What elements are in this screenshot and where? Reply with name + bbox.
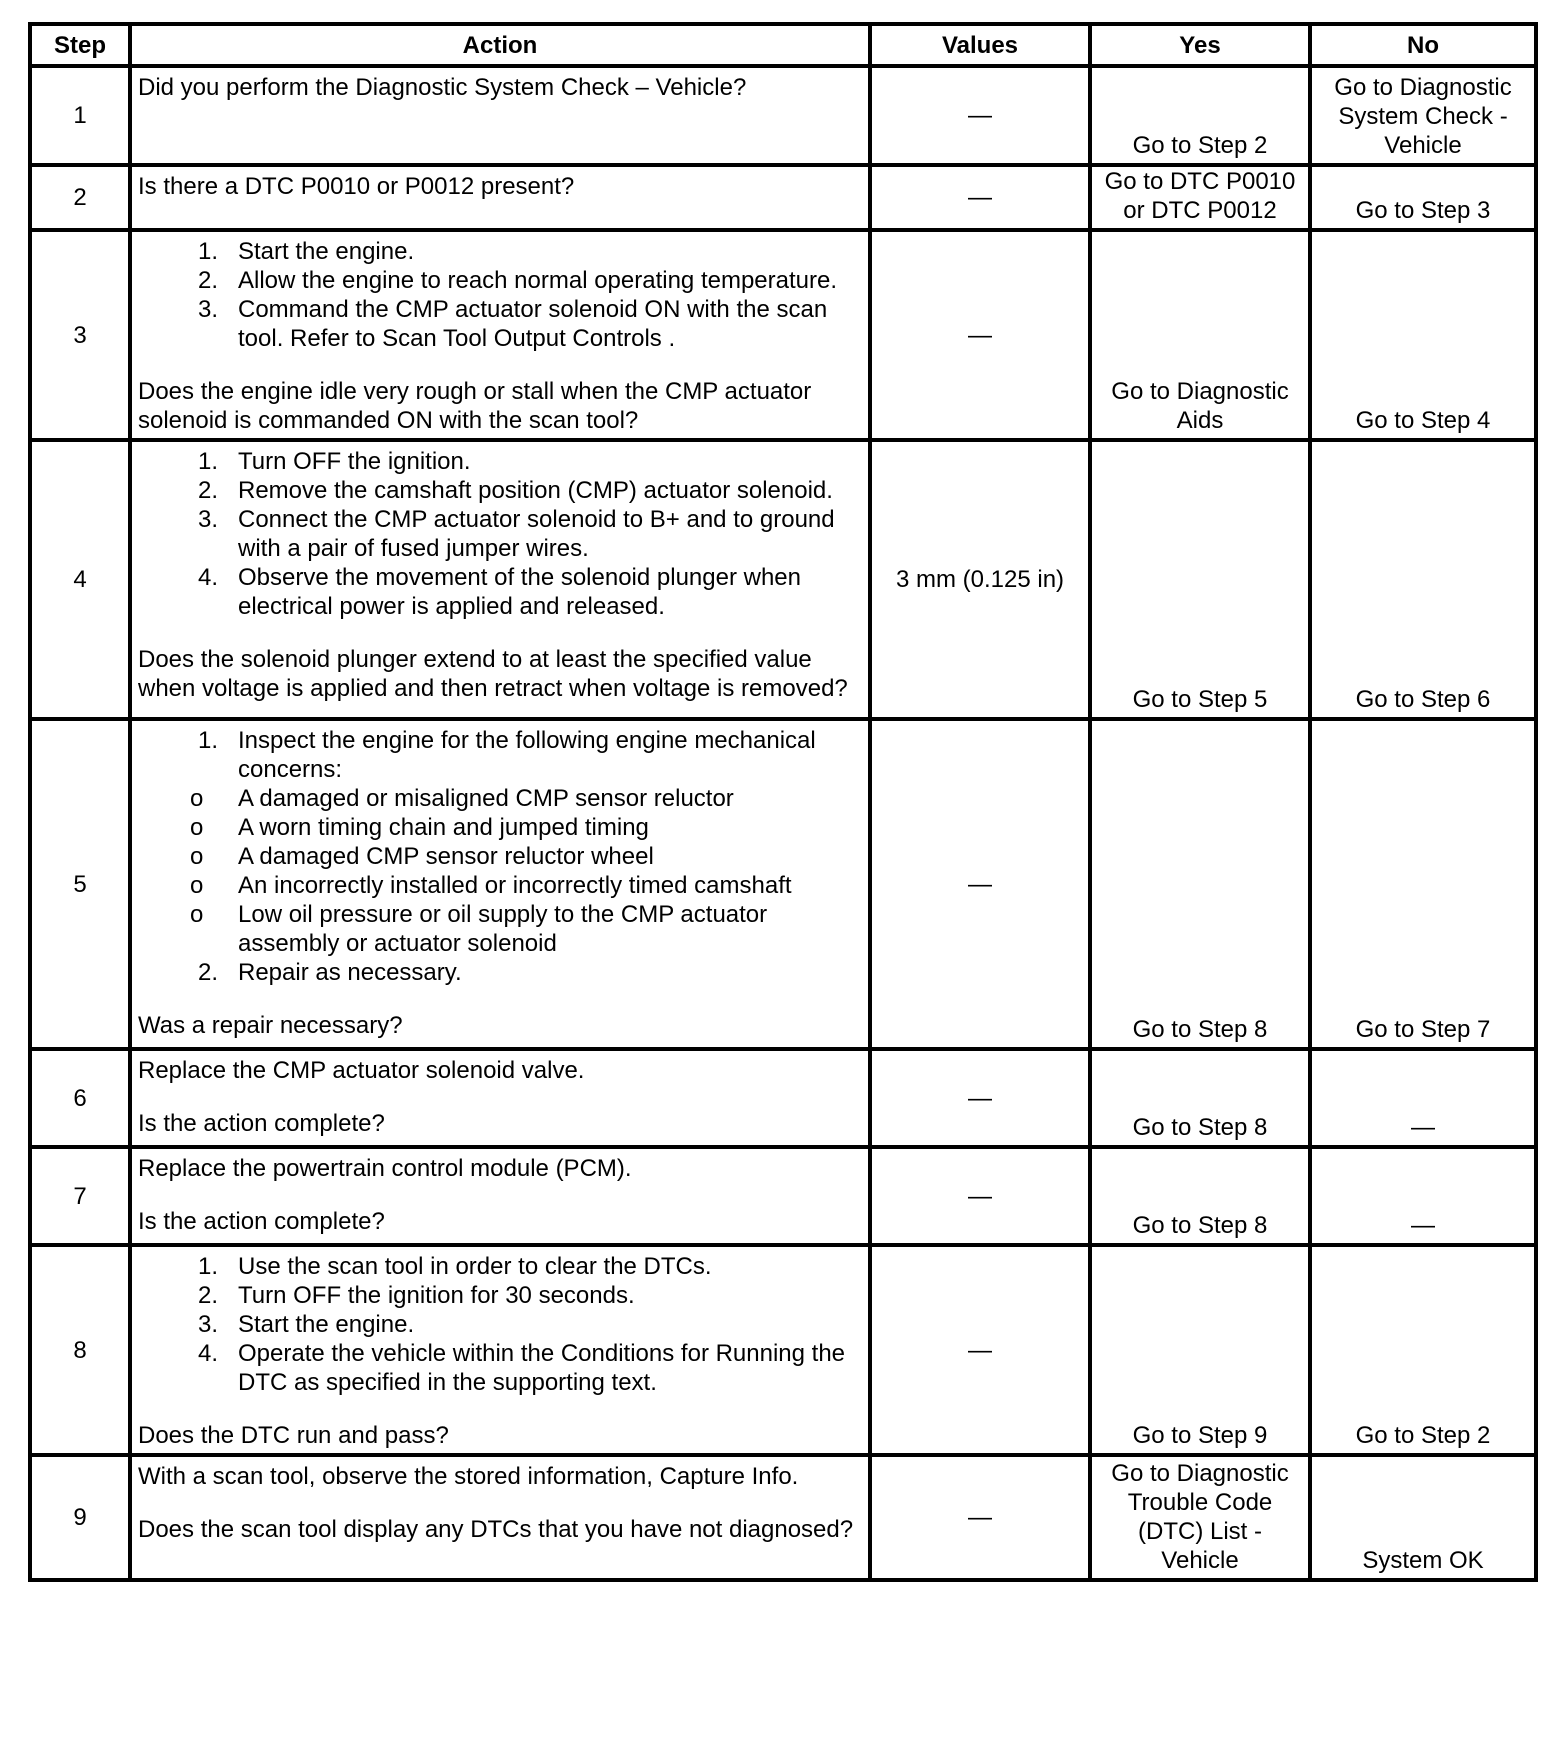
- list-item: 3. Command the CMP actuator solenoid ON with the scan tool. Refer to Scan Tool Output Controls .: [197, 296, 828, 352]
- value-cell: —: [870, 1049, 1090, 1147]
- table-row-step-4: [30, 440, 1536, 719]
- sub-list: [138, 784, 862, 958]
- numbered-list: [138, 237, 862, 353]
- no-link[interactable]: Go to Step 3: [1310, 165, 1536, 230]
- value-cell: —: [870, 66, 1090, 165]
- table-row-step-3: [30, 230, 1536, 440]
- step-number: 9: [30, 1455, 130, 1580]
- value-cell: 3 mm (0.125 in): [870, 440, 1090, 719]
- no-link[interactable]: Go to Step 4: [1310, 230, 1536, 440]
- list-item: 2. Remove the camshaft position (CMP) actuator solenoid.: [197, 477, 833, 504]
- value-cell: —: [870, 1147, 1090, 1245]
- sub-list-item: o Low oil pressure or oil supply to the CMP actuator assembly or actuator solenoid: [190, 901, 768, 957]
- action-text: Is there a DTC P0010 or P0012 present?: [138, 173, 575, 200]
- action-cell: [130, 719, 870, 1049]
- header-action: Action: [130, 24, 870, 66]
- action-text: Replace the CMP actuator solenoid valve.: [138, 1057, 585, 1084]
- header-step: Step: [30, 24, 130, 66]
- step-number: 8: [30, 1245, 130, 1455]
- sub-list-item: o An incorrectly installed or incorrectly timed camshaft: [190, 872, 792, 899]
- no-result: System OK: [1310, 1455, 1536, 1580]
- action-cell: [130, 1147, 870, 1245]
- action-question: Does the DTC run and pass?: [138, 1422, 449, 1449]
- action-text: Replace the powertrain control module (PCM).: [138, 1155, 632, 1182]
- header-values: Values: [870, 24, 1090, 66]
- table-row-step-8: [30, 1245, 1536, 1455]
- yes-link[interactable]: Go to Step 2: [1090, 66, 1310, 165]
- value-cell: —: [870, 719, 1090, 1049]
- action-question: Does the engine idle very rough or stall when the CMP actuator solenoid is commanded ON with the scan tool?: [138, 378, 812, 434]
- no-link[interactable]: Go to Step 6: [1310, 440, 1536, 719]
- yes-link[interactable]: Go to Step 8: [1090, 719, 1310, 1049]
- header-row: [30, 24, 1536, 66]
- sub-list-item: o A worn timing chain and jumped timing: [190, 814, 649, 841]
- yes-link[interactable]: Go to Diagnostic Trouble Code (DTC) List - Vehicle: [1090, 1455, 1310, 1580]
- list-item: 4. Observe the movement of the solenoid plunger when electrical power is applied and released.: [197, 564, 802, 620]
- list-item: 3. Connect the CMP actuator solenoid to B+ and to ground with a pair of fused jumper wires.: [197, 506, 835, 562]
- no-link[interactable]: Go to Step 2: [1310, 1245, 1536, 1455]
- list-item: 4. Operate the vehicle within the Conditions for Running the DTC as specified in the supporting text.: [197, 1340, 846, 1396]
- action-question: Is the action complete?: [138, 1208, 385, 1235]
- table-row-step-7: [30, 1147, 1536, 1245]
- diagnostic-table: [28, 22, 1538, 1582]
- step-number: 2: [30, 165, 130, 230]
- yes-link[interactable]: Go to Step 9: [1090, 1245, 1310, 1455]
- action-question: Does the solenoid plunger extend to at least the specified value when voltage is applied and then retract when voltage is removed?: [138, 646, 848, 702]
- action-question: Does the scan tool display any DTCs that you have not diagnosed?: [138, 1516, 854, 1543]
- step-number: 7: [30, 1147, 130, 1245]
- numbered-list: [138, 726, 862, 987]
- numbered-list: [138, 447, 862, 621]
- value-cell: —: [870, 1455, 1090, 1580]
- yes-link[interactable]: Go to Step 8: [1090, 1049, 1310, 1147]
- yes-link[interactable]: Go to DTC P0010 or DTC P0012: [1090, 165, 1310, 230]
- no-link[interactable]: Go to Diagnostic System Check - Vehicle: [1310, 66, 1536, 165]
- no-value: —: [1310, 1049, 1536, 1147]
- action-cell: [130, 440, 870, 719]
- action-cell: [130, 1049, 870, 1147]
- action-question: Is the action complete?: [138, 1110, 385, 1137]
- yes-link[interactable]: Go to Step 8: [1090, 1147, 1310, 1245]
- diagnostic-table-container: [28, 22, 1538, 1582]
- no-link[interactable]: Go to Step 7: [1310, 719, 1536, 1049]
- numbered-list: [138, 1252, 862, 1397]
- table-row-step-9: [30, 1455, 1536, 1580]
- action-text: Did you perform the Diagnostic System Check – Vehicle?: [138, 74, 747, 101]
- action-cell: [130, 1455, 870, 1580]
- action-cell: [130, 165, 870, 230]
- step-number: 5: [30, 719, 130, 1049]
- list-item: 2. Allow the engine to reach normal operating temperature.: [197, 267, 838, 294]
- yes-link[interactable]: Go to Step 5: [1090, 440, 1310, 719]
- table-row-step-5: [30, 719, 1536, 1049]
- list-item: 1. Start the engine.: [197, 238, 415, 265]
- header-no: No: [1310, 24, 1536, 66]
- table-row-step-6: [30, 1049, 1536, 1147]
- no-value: —: [1310, 1147, 1536, 1245]
- step-number: 6: [30, 1049, 130, 1147]
- step-number: 3: [30, 230, 130, 440]
- table-row-step-1: [30, 66, 1536, 165]
- action-text: With a scan tool, observe the stored information, Capture Info.: [138, 1463, 799, 1490]
- value-cell: —: [870, 1245, 1090, 1455]
- action-cell: [130, 66, 870, 165]
- action-cell: [130, 230, 870, 440]
- sub-list-item: o A damaged CMP sensor reluctor wheel: [190, 843, 654, 870]
- sub-list-item: o A damaged or misaligned CMP sensor reluctor: [190, 785, 734, 812]
- value-cell: —: [870, 165, 1090, 230]
- list-item: 1. Use the scan tool in order to clear the DTCs.: [197, 1253, 712, 1280]
- value-cell: —: [870, 230, 1090, 440]
- list-item: 2. Turn OFF the ignition for 30 seconds.: [197, 1282, 635, 1309]
- list-item: 1. Inspect the engine for the following engine mechanical concerns: o A damaged or misaligned CMP sensor reluctor o A worn timing chain and jumped timing o A damaged CMP sensor reluctor wheel o An incorrectly installed or incorrectly timed camshaft o Low oil pressure or oil supply to the CMP actuator assembly or actuator solenoid: [138, 726, 862, 958]
- action-question: Was a repair necessary?: [138, 1012, 403, 1039]
- step-number: 4: [30, 440, 130, 719]
- list-item: 1. Turn OFF the ignition.: [197, 448, 471, 475]
- list-item: 3. Start the engine.: [197, 1311, 415, 1338]
- step-number: 1: [30, 66, 130, 165]
- yes-link[interactable]: Go to Diagnostic Aids: [1090, 230, 1310, 440]
- header-yes: Yes: [1090, 24, 1310, 66]
- list-item: 2. Repair as necessary.: [197, 959, 462, 986]
- table-row-step-2: [30, 165, 1536, 230]
- action-cell: [130, 1245, 870, 1455]
